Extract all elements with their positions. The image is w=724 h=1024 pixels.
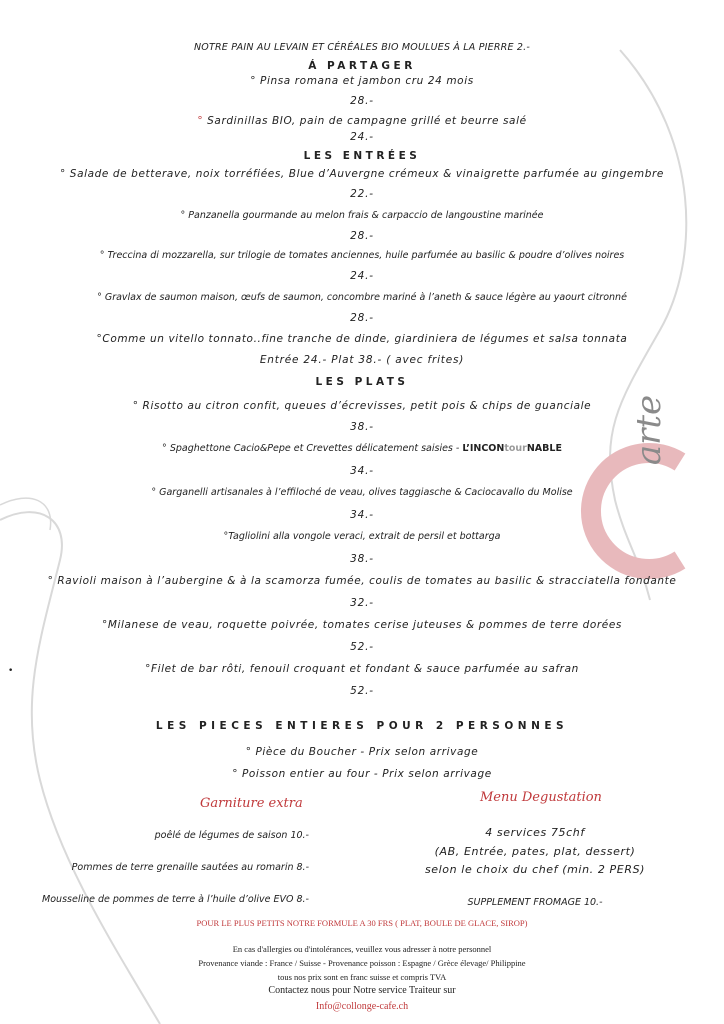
provenance-note: Provenance viande : France / Suisse - Provenance poisson : Espagne / Grèce élevage/ Philippine (198, 958, 526, 968)
price-salade: 22.- (350, 188, 374, 200)
price-sardinillas: 24.- (350, 131, 374, 143)
section-title-plats: LES PLATS (315, 376, 409, 388)
section-title-entrees: LES ENTRÉES (303, 150, 421, 162)
stray-bullet: • (8, 666, 14, 676)
degustation-choix: selon le choix du chef (min. 2 PERS) (424, 863, 646, 876)
price-garganelli: 34.- (350, 509, 374, 521)
intro-bread: NOTRE PAIN AU LEVAIN ET CÉRÉALES BIO MOULUES À LA PIERRE 2.- (194, 42, 530, 53)
item-vitello: °Comme un vitello tonnato..fine tranche de dinde, giardiniera de légumes et salsa tonnata (96, 333, 628, 345)
price-vitello: Entrée 24.- Plat 38.- ( avec frites) (259, 354, 465, 366)
logo-text: arte (629, 394, 669, 466)
price-spaghettone: 34.- (350, 465, 374, 477)
garniture-legumes: poêlé de légumes de saison 10.- (154, 830, 309, 841)
contact-email[interactable]: Info@collonge-cafe.ch (315, 1001, 409, 1012)
item-tagliolini: °Tagliolini alla vongole veraci, extrait de persil et bottarga (223, 531, 501, 542)
item-treccina: ° Treccina di mozzarella, sur trilogie de tomates anciennes, huile parfumée au basilic & poudre d’olives noires (99, 250, 625, 261)
section-title-entieres: LES PIECES ENTIERES POUR 2 PERSONNES (155, 720, 569, 732)
price-bar: 52.- (350, 685, 374, 697)
price-pinsa: 28.- (350, 95, 374, 107)
brand-tour: tour (504, 443, 527, 454)
price-treccina: 24.- (350, 270, 374, 282)
brand-incon: L’INCON (462, 443, 505, 454)
item-pinsa: ° Pinsa romana et jambon cru 24 mois (250, 75, 474, 87)
degustation-title: Menu Degustation (480, 790, 602, 805)
item-gravlax: ° Gravlax de saumon maison, œufs de saumon, concombre mariné à l’aneth & sauce légère au yaourt citronné (97, 292, 627, 303)
bullet-red: ° (197, 115, 204, 127)
item-sardinillas (0, 115, 724, 127)
item-poisson-entier: ° Poisson entier au four - Prix selon arrivage (232, 768, 492, 780)
allergies-note: En cas d'allergies ou d'intolérances, veuillez vous adresser à notre personnel (232, 944, 492, 954)
price-gravlax: 28.- (350, 312, 374, 324)
brand-nable: NABLE (526, 443, 562, 454)
item-sardinillas-name: Sardinillas BIO, pain de campagne grillé et beurre salé (207, 115, 527, 127)
item-salade: ° Salade de betterave, noix torréfiées, Blue d’Auvergne crémeux & vinaigrette parfumée au gingembre (60, 168, 664, 180)
price-tagliolini: 38.- (350, 553, 374, 565)
garniture-grenaille: Pommes de terre grenaille sautées au romarin 8.- (71, 862, 309, 873)
item-milanese: °Milanese de veau, roquette poivrée, tomates cerise juteuses & pommes de terre dorées (101, 619, 623, 631)
price-milanese: 52.- (350, 641, 374, 653)
section-title-partager: Á PARTAGER (308, 60, 416, 72)
degustation-courses: (AB, Entrée, pates, plat, dessert) (434, 845, 636, 858)
item-piece-boucher: ° Pièce du Boucher - Prix selon arrivage (245, 746, 479, 758)
traiteur-note: Contactez nous pour Notre service Traiteur sur (268, 985, 456, 996)
item-risotto: ° Risotto au citron confit, queues d’écrevisses, petit pois & chips de guanciale (132, 400, 592, 412)
price-panzanella: 28.- (350, 230, 374, 242)
prix-note: tous nos prix sont en franc suisse et compris TVA (277, 972, 447, 982)
item-spaghettone-name: ° Spaghettone Cacio&Pepe et Crevettes délicatement saisies - (162, 443, 463, 454)
item-spaghettone (0, 443, 724, 454)
supplement-fromage: SUPPLEMENT FROMAGE 10.- (467, 897, 603, 908)
price-ravioli: 32.- (350, 597, 374, 609)
item-panzanella: ° Panzanella gourmande au melon frais & carpaccio de langoustine marinée (180, 210, 544, 221)
degustation-services: 4 services 75chf (485, 826, 585, 839)
item-ravioli: ° Ravioli maison à l’aubergine & à la scamorza fumée, coulis de tomates au basilic & stracciatella fondante (47, 575, 677, 587)
garniture-title: Garniture extra (200, 796, 303, 811)
item-bar: °Filet de bar rôti, fenouil croquant et fondant & sauce parfumée au safran (145, 663, 579, 675)
item-garganelli: ° Garganelli artisanales à l’effiloché de veau, olives taggiasche & Caciocavallo du Molise (151, 487, 573, 498)
garniture-mousseline: Mousseline de pommes de terre à l’huile d’olive EVO 8.- (42, 894, 309, 905)
formule-enfants: POUR LE PLUS PETITS NOTRE FORMULE A 30 FRS ( PLAT, BOULE DE GLACE, SIROP) (196, 918, 528, 928)
price-risotto: 38.- (350, 421, 374, 433)
